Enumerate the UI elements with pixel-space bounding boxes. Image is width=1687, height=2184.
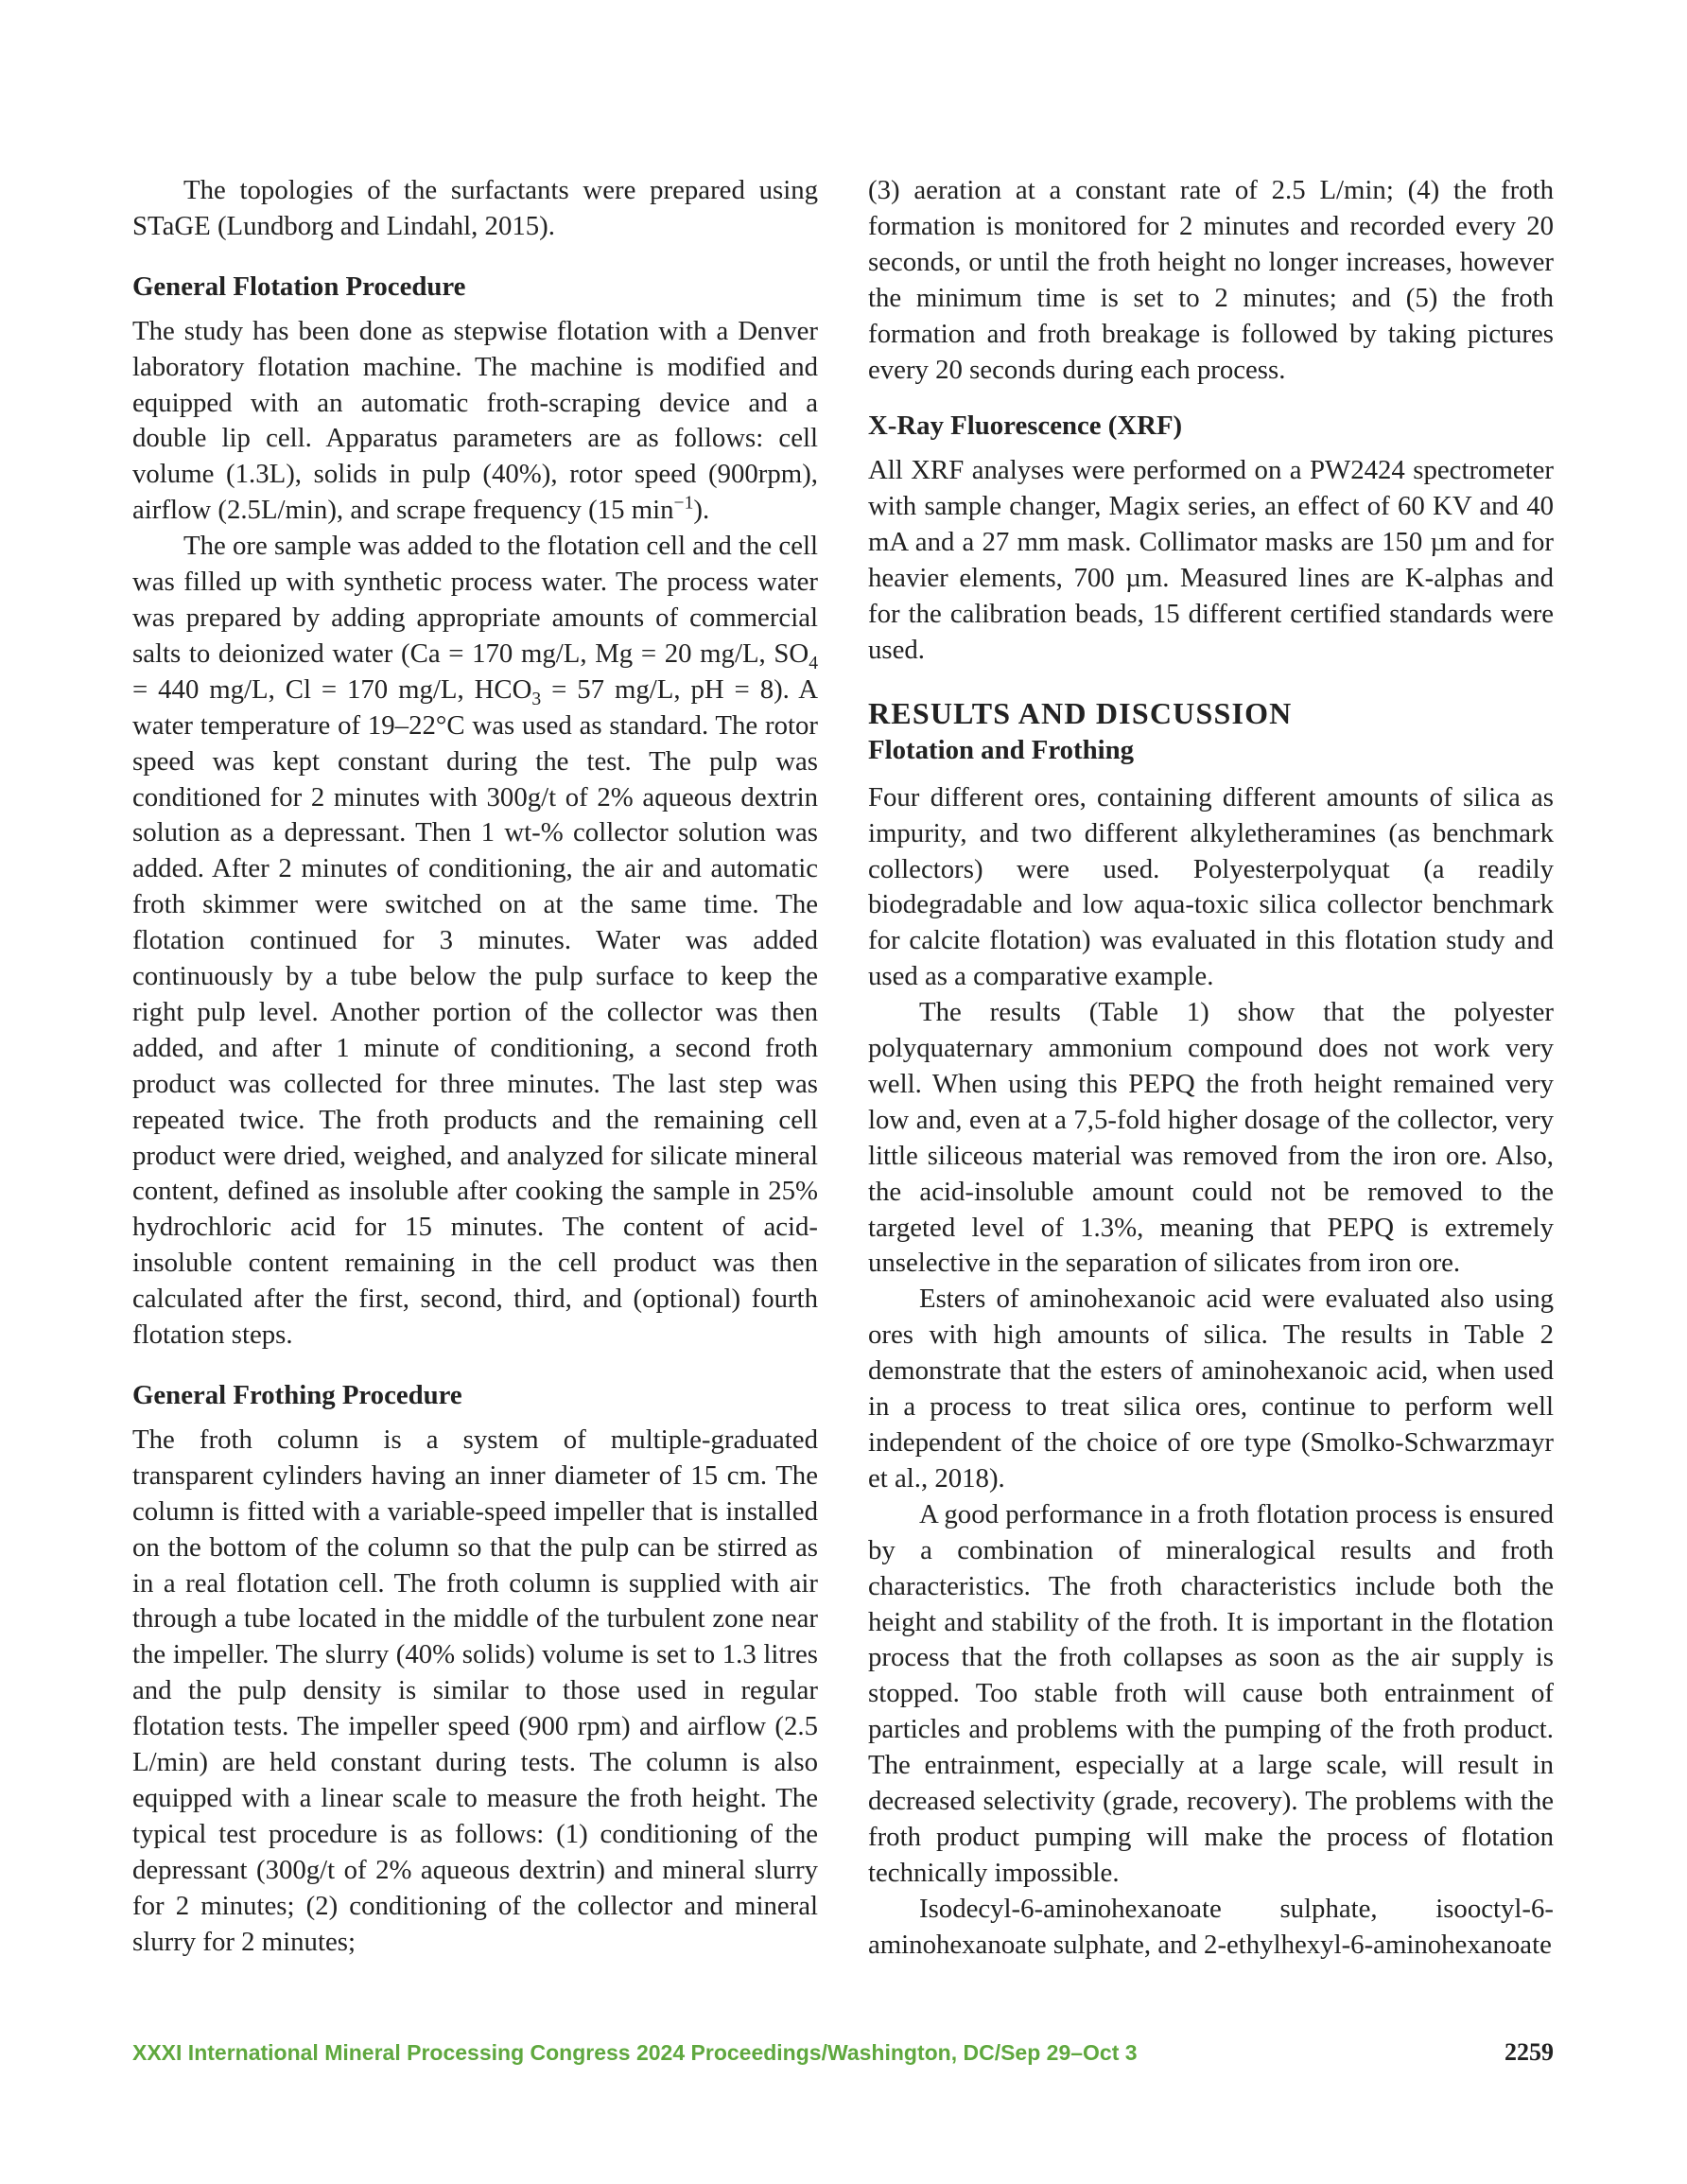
results-paragraph-2: The results (Table 1) show that the polyester polyquaternary ammonium compound does not work very well. When using this PEPQ the froth height remained very low and, even at a 7,5-fold higher dosage of the collector, very little siliceous material was removed from the iron ore. Also, the acid-insoluble amount could not be removed to the targeted level of 1.3%, meaning that PEPQ is extremely unselective in the separation of silicates from iron ore. — [868, 997, 1554, 1279]
right-column — [868, 173, 1554, 1964]
xrf-paragraph: All XRF analyses were performed on a PW2424 spectrometer with sample changer, Magix series, an effect of 60 KV and 40 mA and a 27 mm mask. Collimator masks are 150 µm and for heavier elements, 700 µm. Measured lines are K-alphas and for the calibration beads, 15 different certified standards were used. — [868, 455, 1554, 665]
xrf-heading: X-Ray Fluorescence (XRF) — [868, 411, 1183, 442]
page-footer — [132, 2034, 1554, 2071]
flotation-p2-text-c: = 57 mg/L, pH = 8). A water temperature of 19–22°C was used as standard. The rotor speed was kept constant during the test. The pulp was conditioned for 2 minutes with 300g/t of 2% aqueous dextrin solution as a depressant. Then 1 wt-% collector solution was added. After 2 minutes of conditioning, the air and automatic froth skimmer were switched on at the same time. The flotation continued for 3 minutes. Water was added continuously by a tube below the pulp surface to keep the right pulp level. Another portion of the collector was then added, and after 1 minute of conditioning, a second froth product was collected for three minutes. The last step was repeated twice. The froth products and the remaining cell product were dried, weighed, and analyzed for silicate mineral content, defined as insoluble after cooking the sample in 25% hydrochloric acid for 15 minutes. The content of acid-insoluble content remaining in the cell product was then calculated after the first, second, third, and (optional) fourth flotation steps. — [132, 673, 818, 1351]
frothing-continued-paragraph: (3) aeration at a constant rate of 2.5 L/min; (4) the froth formation is monitored for 2 minutes and recorded every 20 seconds, or until the froth height no longer increases, however the minimum time is set to 2 minutes; and (5) the froth formation and froth breakage is followed by taking pictures every 20 seconds during each process. — [868, 175, 1554, 385]
conference-footer-text: XXXI International Mineral Processing Congress 2024 Proceedings/Washington, DC/Sep 29–Oct 3 — [132, 2040, 1138, 2065]
results-paragraph-5: Isodecyl-6-aminohexanoate sulphate, isooctyl-6-aminohexanoate sulphate, and 2-ethylhexyl-6-aminohexanoate — [868, 1893, 1554, 1960]
flotation-p1-end: ). — [693, 495, 710, 526]
intro-paragraph: The topologies of the surfactants were prepared using STaGE (Lundborg and Lindahl, 2015). — [132, 175, 818, 241]
flotation-frothing-subheading: Flotation and Frothing — [868, 734, 1135, 765]
results-paragraph-1: Four different ores, containing different amounts of silica as impurity, and two different alkyletheramines (as benchmark collectors) were used. Polyesterpolyquat (a readily biodegradable and low aqua-toxic silica collector benchmark for calcite flotation) was evaluated in this flotation study and used as a comparative example. — [868, 781, 1554, 992]
flotation-paragraph-1 — [132, 314, 818, 529]
results-paragraph-4: A good performance in a froth flotation process is ensured by a combination of mineralogical results and froth characteristics. The froth characteristics include both the height and stability of the froth. It is important in the flotation process that the froth collapses as soon as the air supply is stopped. Too stable froth will cause both entrainment of particles and problems with the pumping of the froth product. The entrainment, especially at a large scale, will result in decreased selectivity (grade, recovery). The problems with the froth product pumping will make the process of flotation technically impossible. — [868, 1498, 1554, 1888]
page-number: 2259 — [1504, 2038, 1554, 2066]
flotation-p2-text-a: The ore sample was added to the flotation cell and the cell was filled up with synthetic process water. The process water was prepared by adding appropriate amounts of commercial salts to deionized water (Ca = 170 mg/L, Mg = 20 mg/L, SO — [132, 531, 818, 669]
left-column — [132, 173, 818, 1961]
superscript: −1 — [673, 493, 694, 514]
results-heading: RESULTS AND DISCUSSION — [868, 695, 1293, 730]
flotation-paragraph-2 — [132, 529, 818, 1354]
frothing-paragraph-1: The froth column is a system of multiple-graduated transparent cylinders having an inner diameter of 15 cm. The column is fitted with a variable-speed impeller that is installed on the bottom of the column so that the pulp can be stirred as in a real flotation cell. The froth column is supplied with air through a tube located in the middle of the turbulent zone near the impeller. The slurry (40% solids) volume is set to 1.3 litres and the pulp density is similar to those used in regular flotation tests. The impeller speed (900 rpm) and airflow (2.5 L/min) are held constant during tests. The column is also equipped with a linear scale to measure the froth height. The typical test procedure is as follows: (1) conditioning of the depressant (300g/t of 2% aqueous dextrin) and mineral slurry for 2 minutes; (2) conditioning of the collector and mineral slurry for 2 minutes; — [132, 1424, 818, 1957]
frothing-procedure-heading: General Frothing Procedure — [132, 1380, 462, 1410]
flotation-procedure-heading: General Flotation Procedure — [132, 271, 466, 302]
flotation-p1-text: The study has been done as stepwise flotation with a Denver laboratory flotation machine. The machine is modified and equipped with an automatic froth-scraping device and a double lip cell. Apparatus parameters are as follows: cell volume (1.3L), solids in pulp (40%), rotor speed (900rpm), airflow (2.5L/min), and scrape frequency (15 min — [132, 315, 818, 526]
results-paragraph-3: Esters of aminohexanoic acid were evaluated also using ores with high amounts of silica. The results in Table 2 demonstrate that the esters of aminohexanoic acid, when used in a process to treat silica ores, continue to perform well independent of the choice of ore type (Smolko-Schwarzmayr et al., 2018). — [868, 1284, 1554, 1494]
subscript: 3 — [531, 689, 542, 709]
flotation-p2-text-b: = 440 mg/L, Cl = 170 mg/L, HCO — [132, 673, 532, 705]
subscript: 4 — [809, 653, 818, 673]
